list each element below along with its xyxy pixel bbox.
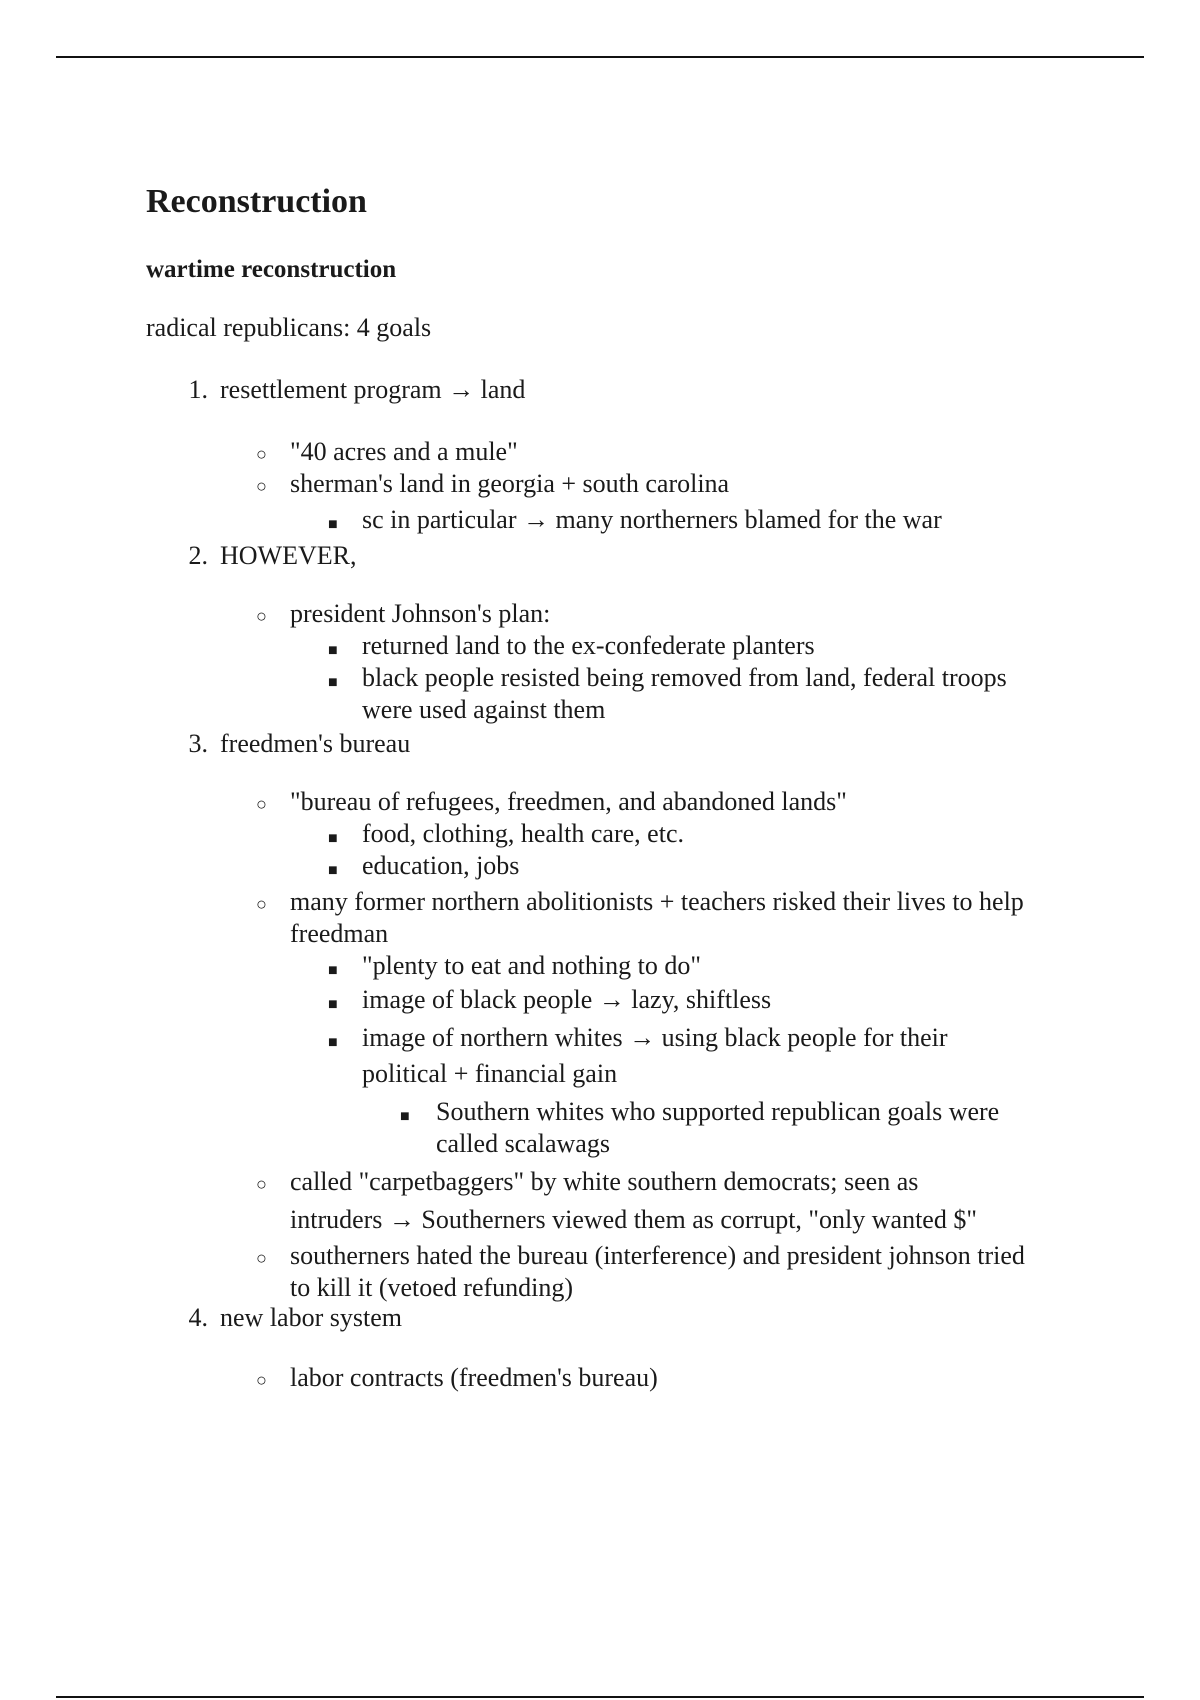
item-number: 1.: [188, 375, 208, 404]
bullet-text-continued: were used against them: [362, 695, 606, 724]
circle-bullet-icon: ○: [256, 1248, 267, 1268]
circle-bullet-icon: ○: [256, 1174, 267, 1194]
bullet-text: image of northern whites → using black people for their: [362, 1023, 948, 1052]
item-number: 3.: [188, 729, 208, 758]
circle-bullet-icon: ○: [256, 794, 267, 814]
square-bullet-icon: ■: [328, 962, 338, 979]
square-bullet-icon: ■: [328, 1034, 338, 1051]
circle-bullet-icon: ○: [256, 476, 267, 496]
item-number: 4.: [188, 1303, 208, 1332]
bottom-rule: [56, 1696, 1144, 1698]
bullet-text: many former northern abolitionists + teachers risked their lives to help: [290, 887, 1024, 916]
intro-text: radical republicans: 4 goals: [146, 313, 432, 342]
item-text: HOWEVER,: [220, 541, 357, 570]
item-text: new labor system: [220, 1303, 402, 1332]
bullet-text: returned land to the ex-confederate planters: [362, 631, 815, 660]
document-body: [146, 176, 1106, 342]
square-bullet-icon: ■: [328, 642, 338, 659]
bullet-text: labor contracts (freedmen's bureau): [290, 1363, 658, 1392]
bullet-text: sc in particular → many northerners blamed for the war: [362, 505, 942, 534]
item-text: freedmen's bureau: [220, 729, 411, 758]
bullet-text-continued: intruders → Southerners viewed them as corrupt, "only wanted $": [290, 1205, 977, 1234]
square-bullet-icon: ■: [328, 830, 338, 847]
square-bullet-icon: ■: [328, 516, 338, 533]
circle-bullet-icon: ○: [256, 894, 267, 914]
bullet-text-continued: political + financial gain: [362, 1059, 618, 1088]
bullet-text: "plenty to eat and nothing to do": [362, 951, 701, 980]
bullet-text: education, jobs: [362, 851, 520, 880]
bullet-text: sherman's land in georgia + south carolina: [290, 469, 730, 498]
page-title: Reconstruction: [146, 183, 367, 220]
circle-bullet-icon: ○: [256, 1370, 267, 1390]
top-rule: [56, 56, 1144, 58]
square-bullet-icon: ■: [400, 1108, 410, 1125]
bullet-text: black people resisted being removed from land, federal troops: [362, 663, 1007, 692]
bullet-text-continued: to kill it (vetoed refunding): [290, 1273, 574, 1302]
bullet-text: president Johnson's plan:: [290, 599, 551, 628]
bullet-text: "40 acres and a mule": [290, 437, 518, 466]
square-bullet-icon: ■: [328, 862, 338, 879]
bullet-text: called "carpetbaggers" by white southern democrats; seen as: [290, 1167, 919, 1196]
bullet-text: "bureau of refugees, freedmen, and abandoned lands": [290, 787, 847, 816]
item-number: 2.: [188, 541, 208, 570]
bullet-text-continued: called scalawags: [436, 1129, 610, 1158]
bullet-text: food, clothing, health care, etc.: [362, 819, 684, 848]
circle-bullet-icon: ○: [256, 444, 267, 464]
bullet-text: image of black people → lazy, shiftless: [362, 985, 772, 1014]
square-bullet-icon: ■: [328, 996, 338, 1013]
bullet-text: Southern whites who supported republican goals were: [436, 1097, 1000, 1126]
square-bullet-icon: ■: [328, 674, 338, 691]
circle-bullet-icon: ○: [256, 606, 267, 626]
item-text: resettlement program → land: [220, 375, 526, 404]
bullet-text-continued: freedman: [290, 919, 389, 948]
bullet-text: southerners hated the bureau (interference) and president johnson tried: [290, 1241, 1025, 1270]
section-heading: wartime reconstruction: [146, 256, 397, 283]
